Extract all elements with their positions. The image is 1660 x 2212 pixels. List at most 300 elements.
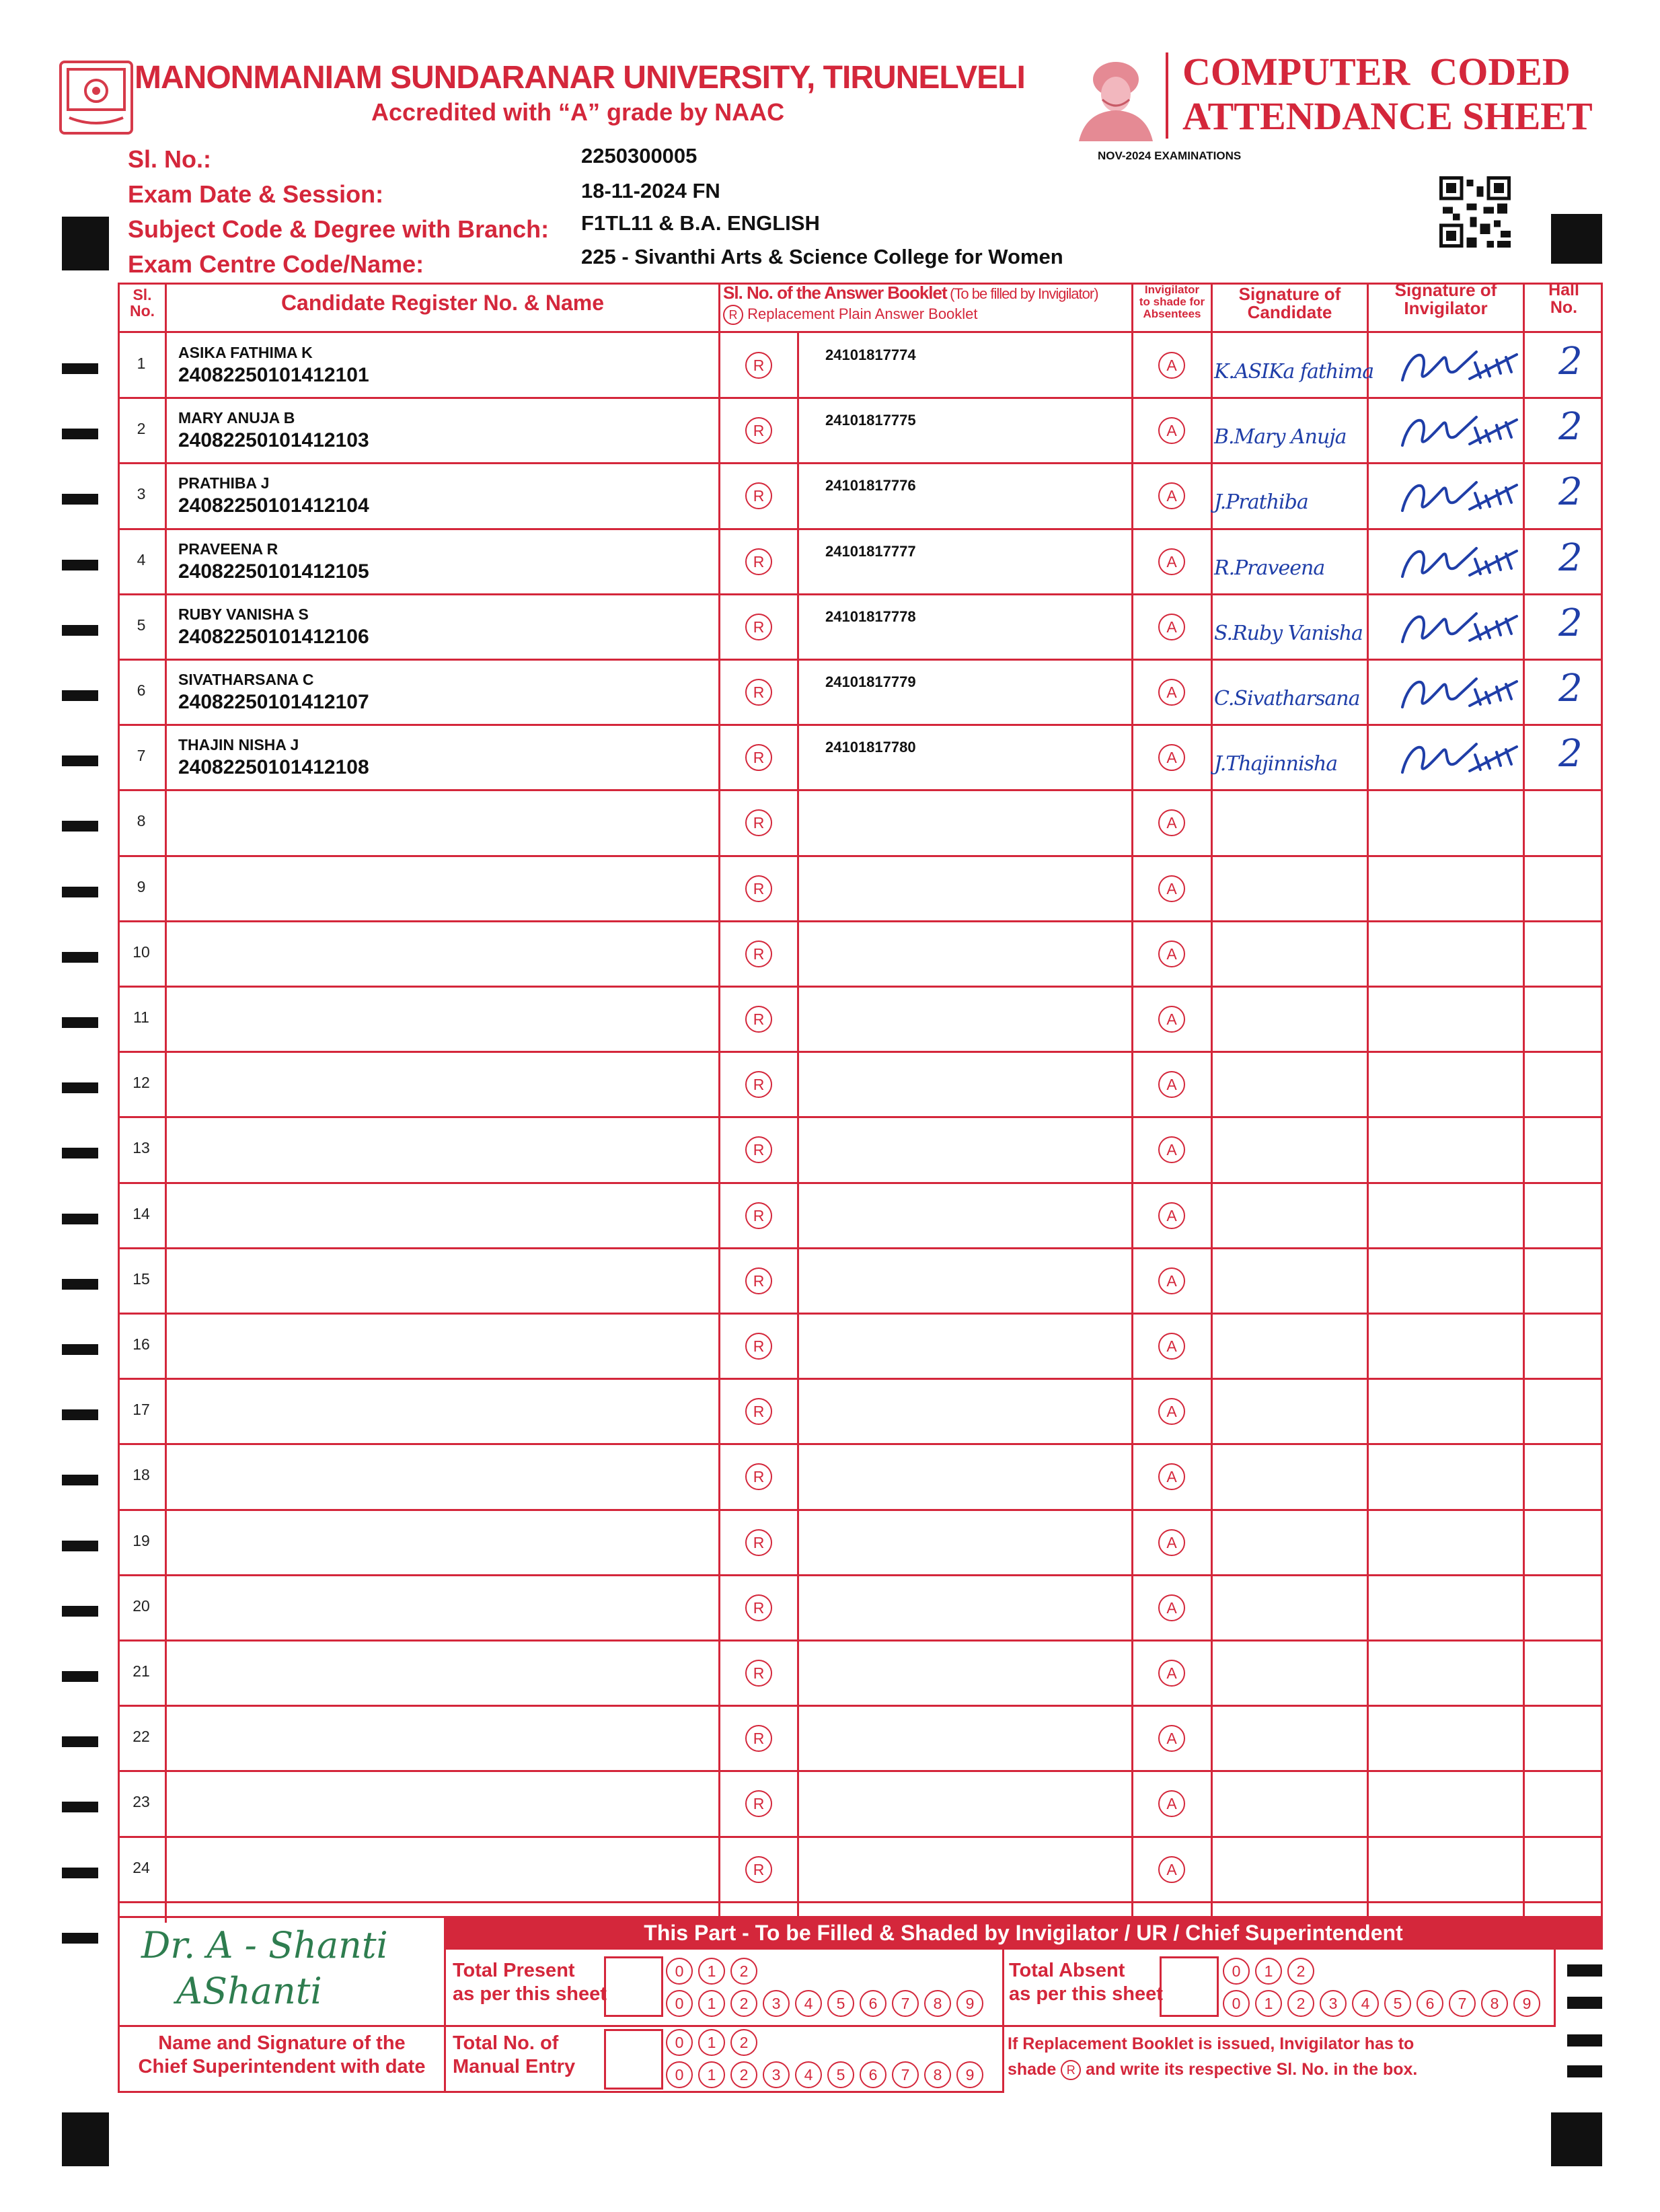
candidate-name: ASIKA FATHIMA K <box>178 344 313 361</box>
chief-handwritten-signature: AShanti <box>176 1970 322 2012</box>
total-present-unit-bubbles[interactable] <box>666 1990 983 2017</box>
row-sl-no: 22 <box>133 1728 150 1746</box>
answer-booklet-no[interactable]: 24101817778 <box>825 607 916 625</box>
hall-no[interactable]: 2 <box>1558 340 1583 383</box>
absent-bubble[interactable]: A <box>1158 1463 1185 1490</box>
row-sl-no: 8 <box>137 812 146 830</box>
header-booklet <box>720 284 1131 325</box>
header-invigilator-signature <box>1369 281 1523 318</box>
table-row <box>118 1314 1603 1380</box>
candidate-signature[interactable] <box>1214 1406 1382 1448</box>
replacement-note-line1: If Replacement Booklet is issued, Invigilator has to <box>1008 2034 1414 2053</box>
table-row <box>118 1444 1603 1510</box>
row-sl-no: 7 <box>137 747 146 765</box>
candidate-signature[interactable]: C.Sivatharsana <box>1214 687 1360 710</box>
candidate-register-no: 24082250101412104 <box>178 494 369 517</box>
absent-bubble[interactable]: A <box>1158 1006 1185 1033</box>
header-hall-no <box>1525 281 1603 317</box>
exam-centre-value: 225 - Sivanthi Arts & Science College for Women <box>581 245 1063 268</box>
digit-bubble[interactable]: 2 <box>730 2029 757 2056</box>
row-sl-no: 17 <box>133 1401 150 1419</box>
replacement-bubble-icon: R <box>723 305 743 325</box>
answer-booklet-no[interactable]: 24101817776 <box>825 477 916 494</box>
replacement-note-line2 <box>1008 2057 1417 2082</box>
total-absent-box[interactable] <box>1160 1956 1219 2017</box>
row-sl-no: 4 <box>137 550 146 568</box>
replacement-bubble[interactable]: R <box>745 1071 772 1098</box>
table-row <box>118 1249 1603 1315</box>
table-row <box>118 1510 1603 1576</box>
candidate-signature[interactable] <box>1214 1014 1382 1056</box>
timing-mark <box>62 821 98 832</box>
digit-bubble[interactable]: 9 <box>1513 1990 1540 2017</box>
timing-mark <box>62 625 98 636</box>
university-name: MANONMANIAM SUNDARANAR UNIVERSITY, TIRUNELVELI <box>135 60 1025 96</box>
digit-bubble[interactable]: 7 <box>892 2061 919 2088</box>
table-row <box>118 790 1603 856</box>
row-sl-no: 5 <box>137 616 146 634</box>
header-candidate: Candidate Register No. & Name <box>280 291 605 315</box>
row-sl-no: 2 <box>137 420 146 438</box>
footer-divider <box>444 2091 1002 2093</box>
timing-mark <box>62 1409 98 1420</box>
replacement-bubble[interactable]: R <box>745 1463 772 1490</box>
candidate-register-no: 24082250101412105 <box>178 560 369 583</box>
timing-mark <box>62 1606 98 1617</box>
candidate-register-no: 24082250101412108 <box>178 756 369 779</box>
absent-bubble[interactable]: A <box>1158 1529 1185 1556</box>
replacement-bubble[interactable]: R <box>745 417 772 444</box>
replacement-note-bubble-icon: R <box>1061 2060 1081 2080</box>
absent-bubble[interactable]: A <box>1158 352 1185 379</box>
digit-bubble[interactable]: 8 <box>924 2061 951 2088</box>
table-row <box>118 595 1603 661</box>
candidate-register-no: 24082250101412103 <box>178 429 369 452</box>
timing-mark <box>1567 2065 1602 2077</box>
absent-bubble[interactable]: A <box>1158 679 1185 706</box>
timing-mark <box>62 494 98 505</box>
row-sl-no: 13 <box>133 1139 150 1157</box>
header-candidate-signature-line2: Candidate <box>1247 302 1332 323</box>
manual-entry-label-line2: Manual Entry <box>453 2056 576 2077</box>
timing-mark <box>62 952 98 963</box>
absent-bubble[interactable]: A <box>1158 875 1185 902</box>
absent-bubble[interactable]: A <box>1158 417 1185 444</box>
table-row <box>118 529 1603 595</box>
replacement-bubble[interactable]: R <box>745 1333 772 1360</box>
accreditation-text: Accredited with “A” grade by NAAC <box>371 98 785 126</box>
row-sl-no: 21 <box>133 1662 150 1680</box>
alignment-mark <box>1551 214 1602 264</box>
replacement-bubble[interactable]: R <box>745 1790 772 1817</box>
table-row <box>118 725 1603 791</box>
replacement-bubble[interactable]: R <box>745 1594 772 1621</box>
digit-bubble[interactable]: 1 <box>698 1990 725 2017</box>
digit-bubble[interactable]: 1 <box>1255 1990 1282 2017</box>
replacement-bubble[interactable]: R <box>745 941 772 967</box>
replacement-bubble[interactable]: R <box>745 809 772 836</box>
absent-bubble[interactable]: A <box>1158 1071 1185 1098</box>
digit-bubble[interactable]: 2 <box>730 1958 757 1985</box>
header-absentee-shade <box>1133 284 1211 320</box>
footer-divider <box>1554 1948 1556 2025</box>
total-present-label-line1: Total Present <box>453 1960 575 1981</box>
replacement-bubble[interactable]: R <box>745 614 772 640</box>
total-present-label <box>453 1959 607 2006</box>
chief-signature-label <box>120 2032 444 2079</box>
candidate-signature[interactable] <box>1214 1864 1382 1906</box>
digit-bubble[interactable]: 4 <box>795 2061 822 2088</box>
candidate-signature[interactable] <box>1214 1798 1382 1840</box>
candidate-signature[interactable] <box>1214 1210 1382 1252</box>
replacement-bubble[interactable]: R <box>745 1856 772 1883</box>
candidate-signature[interactable] <box>1214 949 1382 990</box>
header-booklet-main: Sl. No. of the Answer Booklet <box>723 283 947 303</box>
header-sl-no-line1: Sl. <box>133 286 152 303</box>
table-row <box>118 1183 1603 1249</box>
footer-divider <box>1002 1948 1004 2093</box>
chief-handwritten-name: Dr. A - Shanti <box>141 1924 388 1966</box>
digit-bubble[interactable]: 8 <box>924 1990 951 2017</box>
candidate-name: PRAVEENA R <box>178 540 278 558</box>
timing-mark <box>62 690 98 701</box>
absent-bubble[interactable]: A <box>1158 1725 1185 1752</box>
timing-mark <box>62 1802 98 1812</box>
candidate-signature[interactable] <box>1214 1733 1382 1775</box>
footer-instruction-bar: This Part - To be Filled & Shaded by Invigilator / UR / Chief Superintendent <box>444 1916 1603 1950</box>
total-absent-label <box>1009 1959 1163 2006</box>
row-sl-no: 10 <box>133 943 150 961</box>
digit-bubble[interactable]: 7 <box>1449 1990 1476 2017</box>
row-sl-no: 16 <box>133 1335 150 1353</box>
timing-mark <box>62 887 98 897</box>
digit-bubble[interactable]: 5 <box>1384 1990 1411 2017</box>
table-row <box>118 398 1603 464</box>
digit-bubble[interactable]: 2 <box>1287 1958 1314 1985</box>
digit-bubble[interactable]: 3 <box>763 1990 790 2017</box>
replacement-bubble[interactable]: R <box>745 1529 772 1556</box>
timing-mark <box>62 560 98 570</box>
row-sl-no: 19 <box>133 1531 150 1549</box>
total-absent-label-line1: Total Absent <box>1009 1960 1125 1981</box>
header-hall-line1: Hall <box>1548 281 1579 299</box>
table-row <box>118 1117 1603 1183</box>
candidate-signature[interactable] <box>1214 883 1382 925</box>
digit-bubble[interactable]: 4 <box>795 1990 822 2017</box>
replacement-bubble[interactable]: R <box>745 1006 772 1033</box>
candidate-signature[interactable]: K.ASIKa fathima <box>1214 360 1374 383</box>
absent-bubble[interactable]: A <box>1158 548 1185 575</box>
subject-label: Subject Code & Degree with Branch: <box>128 215 550 243</box>
row-sl-no: 24 <box>133 1858 150 1876</box>
candidate-register-no: 24082250101412101 <box>178 364 369 386</box>
table-row <box>118 333 1603 399</box>
absent-bubble[interactable]: A <box>1158 1594 1185 1621</box>
row-sl-no: 14 <box>133 1204 150 1222</box>
alignment-mark <box>62 217 109 270</box>
invigilator-signature <box>1396 338 1530 392</box>
timing-mark <box>62 755 98 766</box>
sheet-title-line1: COMPUTER CODED <box>1182 50 1571 94</box>
replacement-bubble[interactable]: R <box>745 352 772 379</box>
digit-bubble[interactable]: 0 <box>1223 1958 1250 1985</box>
header-booklet-replacement <box>723 305 1131 325</box>
candidate-name: SIVATHARSANA C <box>178 671 314 688</box>
digit-bubble[interactable]: 5 <box>827 2061 854 2088</box>
answer-booklet-no[interactable]: 24101817774 <box>825 346 916 363</box>
chief-signature-label-line2: Chief Superintendent with date <box>138 2056 426 2077</box>
candidate-signature[interactable] <box>1214 1602 1382 1644</box>
digit-bubble[interactable]: 0 <box>1223 1990 1250 2017</box>
candidate-signature[interactable] <box>1214 1341 1382 1382</box>
digit-bubble[interactable]: 7 <box>892 1990 919 2017</box>
digit-bubble[interactable]: 9 <box>956 1990 983 2017</box>
hall-no[interactable]: 2 <box>1558 536 1583 580</box>
answer-booklet-no[interactable]: 24101817780 <box>825 739 916 756</box>
manual-entry-label-line1: Total No. of <box>453 2032 559 2054</box>
digit-bubble[interactable]: 1 <box>698 1958 725 1985</box>
total-present-label-line2: as per this sheet <box>453 1983 607 2005</box>
candidate-signature[interactable]: B.Mary Anuja <box>1214 425 1347 449</box>
absent-bubble[interactable]: A <box>1158 1333 1185 1360</box>
exam-date-value: 18-11-2024 FN <box>581 179 720 202</box>
replacement-bubble[interactable]: R <box>745 1725 772 1752</box>
candidate-name: PRATHIBA J <box>178 474 270 492</box>
candidate-signature[interactable]: R.Praveena <box>1214 556 1325 580</box>
candidate-register-no: 24082250101412106 <box>178 625 369 648</box>
candidate-signature[interactable] <box>1214 1144 1382 1186</box>
absent-bubble[interactable]: A <box>1158 1267 1185 1294</box>
row-sl-no: 18 <box>133 1466 150 1484</box>
digit-bubble[interactable]: 1 <box>698 2061 725 2088</box>
table-row <box>118 660 1603 726</box>
absent-bubble[interactable]: A <box>1158 809 1185 836</box>
subject-value: F1TL11 & B.A. ENGLISH <box>581 211 820 235</box>
replacement-bubble[interactable]: R <box>745 1136 772 1163</box>
header-sl-no <box>120 287 165 319</box>
timing-mark <box>62 1736 98 1747</box>
table-row <box>118 1641 1603 1707</box>
candidate-signature[interactable] <box>1214 1079 1382 1121</box>
digit-bubble[interactable]: 9 <box>956 2061 983 2088</box>
university-logo <box>59 61 133 135</box>
absent-bubble[interactable]: A <box>1158 1856 1185 1883</box>
row-sl-no: 20 <box>133 1596 150 1615</box>
timing-mark <box>62 1868 98 1878</box>
timing-mark <box>1567 1997 1602 2009</box>
absent-bubble[interactable]: A <box>1158 482 1185 509</box>
header-invigilator-signature-line2: Invigilator <box>1404 298 1488 319</box>
row-sl-no: 3 <box>137 485 146 503</box>
replacement-bubble[interactable]: R <box>745 1398 772 1425</box>
row-sl-no: 11 <box>133 1008 149 1026</box>
invigilator-signature <box>1396 731 1530 784</box>
hall-no[interactable]: 2 <box>1558 470 1583 515</box>
digit-bubble[interactable]: 0 <box>666 2061 693 2088</box>
candidate-name: THAJIN NISHA J <box>178 736 299 754</box>
timing-mark <box>1567 2034 1602 2047</box>
replacement-bubble[interactable]: R <box>745 1267 772 1294</box>
exam-date-label: Exam Date & Session: <box>128 180 384 208</box>
digit-bubble[interactable]: 3 <box>1320 1990 1347 2017</box>
timing-mark <box>62 1148 98 1158</box>
digit-bubble[interactable]: 8 <box>1481 1990 1508 2017</box>
invigilator-signature <box>1396 469 1530 523</box>
digit-bubble[interactable]: 6 <box>860 2061 886 2088</box>
total-absent-unit-bubbles[interactable] <box>1223 1990 1540 2017</box>
replacement-bubble[interactable]: R <box>745 1202 772 1229</box>
candidate-name: RUBY VANISHA S <box>178 605 309 623</box>
sheet-title-line2: ATTENDANCE SHEET <box>1182 94 1593 138</box>
digit-bubble[interactable]: 5 <box>827 1990 854 2017</box>
timing-mark <box>62 1541 98 1551</box>
table-row <box>118 922 1603 988</box>
invigilator-signature <box>1396 404 1530 457</box>
row-sl-no: 1 <box>137 355 146 372</box>
sl-no-label: Sl. No.: <box>128 145 211 173</box>
digit-bubble[interactable]: 2 <box>1287 1990 1314 2017</box>
timing-mark <box>1567 1964 1602 1977</box>
candidate-signature[interactable]: J.Thajinnisha <box>1214 752 1338 776</box>
digit-bubble[interactable]: 6 <box>860 1990 886 2017</box>
digit-bubble[interactable]: 0 <box>666 1958 693 1985</box>
title-divider <box>1166 52 1168 139</box>
table-row <box>118 1576 1603 1642</box>
header-sl-no-line2: No. <box>129 302 155 320</box>
row-sl-no: 6 <box>137 681 146 699</box>
alignment-mark <box>62 2112 109 2166</box>
footer-divider <box>1002 2025 1556 2027</box>
total-present-tens-bubbles[interactable] <box>666 1958 757 1985</box>
table-row <box>118 1052 1603 1118</box>
qr-code-icon <box>1439 176 1511 248</box>
digit-bubble[interactable]: 2 <box>730 2061 757 2088</box>
timing-mark <box>62 1475 98 1485</box>
table-row <box>118 1837 1603 1903</box>
replacement-note-shade: shade <box>1008 2060 1057 2079</box>
candidate-signature[interactable] <box>1214 1668 1382 1709</box>
replacement-bubble[interactable]: R <box>745 1660 772 1687</box>
hall-no[interactable]: 2 <box>1558 667 1583 710</box>
table-row <box>118 1379 1603 1445</box>
table-row <box>118 464 1603 529</box>
table-row <box>118 1771 1603 1837</box>
header-absentee-line3: Absentees <box>1143 307 1201 320</box>
candidate-name: MARY ANUJA B <box>178 409 295 427</box>
timing-mark <box>62 1082 98 1093</box>
header-hall-line2: No. <box>1550 298 1578 318</box>
replacement-bubble[interactable]: R <box>745 679 772 706</box>
footer-divider <box>118 2025 1002 2027</box>
table-row <box>118 987 1603 1053</box>
timing-mark <box>62 429 98 439</box>
hall-no[interactable]: 2 <box>1558 601 1583 645</box>
manual-entry-box[interactable] <box>604 2029 663 2090</box>
absent-bubble[interactable]: A <box>1158 1136 1185 1163</box>
candidate-signature[interactable] <box>1214 1471 1382 1513</box>
invigilator-signature <box>1396 535 1530 589</box>
exam-session-tag: NOV-2024 EXAMINATIONS <box>1098 149 1242 162</box>
founder-portrait-image <box>1065 50 1166 141</box>
row-sl-no: 9 <box>137 877 146 895</box>
replacement-bubble[interactable]: R <box>745 744 772 771</box>
manual-entry-unit-bubbles[interactable] <box>666 2061 983 2088</box>
header-booklet-replacement-text: Replacement Plain Answer Booklet <box>747 305 978 323</box>
candidate-signature[interactable]: S.Ruby Vanisha <box>1214 621 1363 645</box>
header-absentee-line1: Invigilator <box>1144 283 1200 296</box>
table-row <box>118 1706 1603 1772</box>
absent-bubble[interactable]: A <box>1158 1660 1185 1687</box>
candidate-signature[interactable] <box>1214 817 1382 859</box>
digit-bubble[interactable]: 6 <box>1417 1990 1443 2017</box>
absent-bubble[interactable]: A <box>1158 614 1185 640</box>
total-absent-tens-bubbles[interactable] <box>1223 1958 1314 1985</box>
invigilator-signature <box>1396 600 1530 654</box>
candidate-signature[interactable] <box>1214 1537 1382 1579</box>
replacement-note-rest: and write its respective Sl. No. in the box. <box>1086 2060 1418 2079</box>
timing-mark <box>62 1017 98 1028</box>
replacement-bubble[interactable]: R <box>745 482 772 509</box>
table-row <box>118 856 1603 922</box>
absent-bubble[interactable]: A <box>1158 1790 1185 1817</box>
header-absentee-line2: to shade for <box>1139 295 1205 308</box>
exam-centre-label: Exam Centre Code/Name: <box>128 250 424 278</box>
replacement-bubble[interactable]: R <box>745 548 772 575</box>
hall-no[interactable]: 2 <box>1558 405 1583 449</box>
answer-booklet-no[interactable]: 24101817779 <box>825 673 916 690</box>
row-sl-no: 15 <box>133 1269 150 1288</box>
candidate-register-no: 24082250101412107 <box>178 691 369 713</box>
total-present-box[interactable] <box>604 1956 663 2017</box>
row-sl-no: 12 <box>133 1074 150 1092</box>
digit-bubble[interactable]: 0 <box>666 1990 693 2017</box>
absent-bubble[interactable]: A <box>1158 744 1185 771</box>
absent-bubble[interactable]: A <box>1158 1398 1185 1425</box>
digit-bubble[interactable]: 0 <box>666 2029 693 2056</box>
header-candidate-signature-line1: Signature of <box>1238 284 1341 304</box>
candidate-signature[interactable] <box>1214 1276 1382 1317</box>
answer-booklet-no[interactable]: 24101817775 <box>825 412 916 429</box>
answer-booklet-no[interactable]: 24101817777 <box>825 542 916 560</box>
replacement-bubble[interactable]: R <box>745 875 772 902</box>
digit-bubble[interactable]: 2 <box>730 1990 757 2017</box>
absent-bubble[interactable]: A <box>1158 1202 1185 1229</box>
timing-mark <box>62 363 98 374</box>
digit-bubble[interactable]: 1 <box>1255 1958 1282 1985</box>
row-sl-no: 23 <box>133 1793 150 1811</box>
footer-divider <box>444 1948 1603 1950</box>
header-invigilator-signature-line1: Signature of <box>1394 280 1497 300</box>
sheet-title <box>1182 50 1593 139</box>
timing-mark <box>62 1671 98 1682</box>
manual-entry-tens-bubbles[interactable] <box>666 2029 757 2056</box>
digit-bubble[interactable]: 4 <box>1352 1990 1379 2017</box>
digit-bubble[interactable]: 3 <box>763 2061 790 2088</box>
total-absent-label-line2: as per this sheet <box>1009 1983 1163 2005</box>
timing-mark <box>62 1279 98 1290</box>
timing-mark <box>62 1344 98 1355</box>
hall-no[interactable]: 2 <box>1558 732 1583 776</box>
digit-bubble[interactable]: 1 <box>698 2029 725 2056</box>
invigilator-signature <box>1396 665 1530 719</box>
alignment-mark <box>1551 2112 1602 2166</box>
absent-bubble[interactable]: A <box>1158 941 1185 967</box>
chief-signature-label-line1: Name and Signature of the <box>158 2032 406 2054</box>
manual-entry-label <box>453 2032 575 2079</box>
candidate-signature[interactable]: J.Prathiba <box>1214 490 1308 515</box>
header-candidate-signature <box>1213 285 1367 322</box>
timing-mark <box>62 1933 98 1944</box>
